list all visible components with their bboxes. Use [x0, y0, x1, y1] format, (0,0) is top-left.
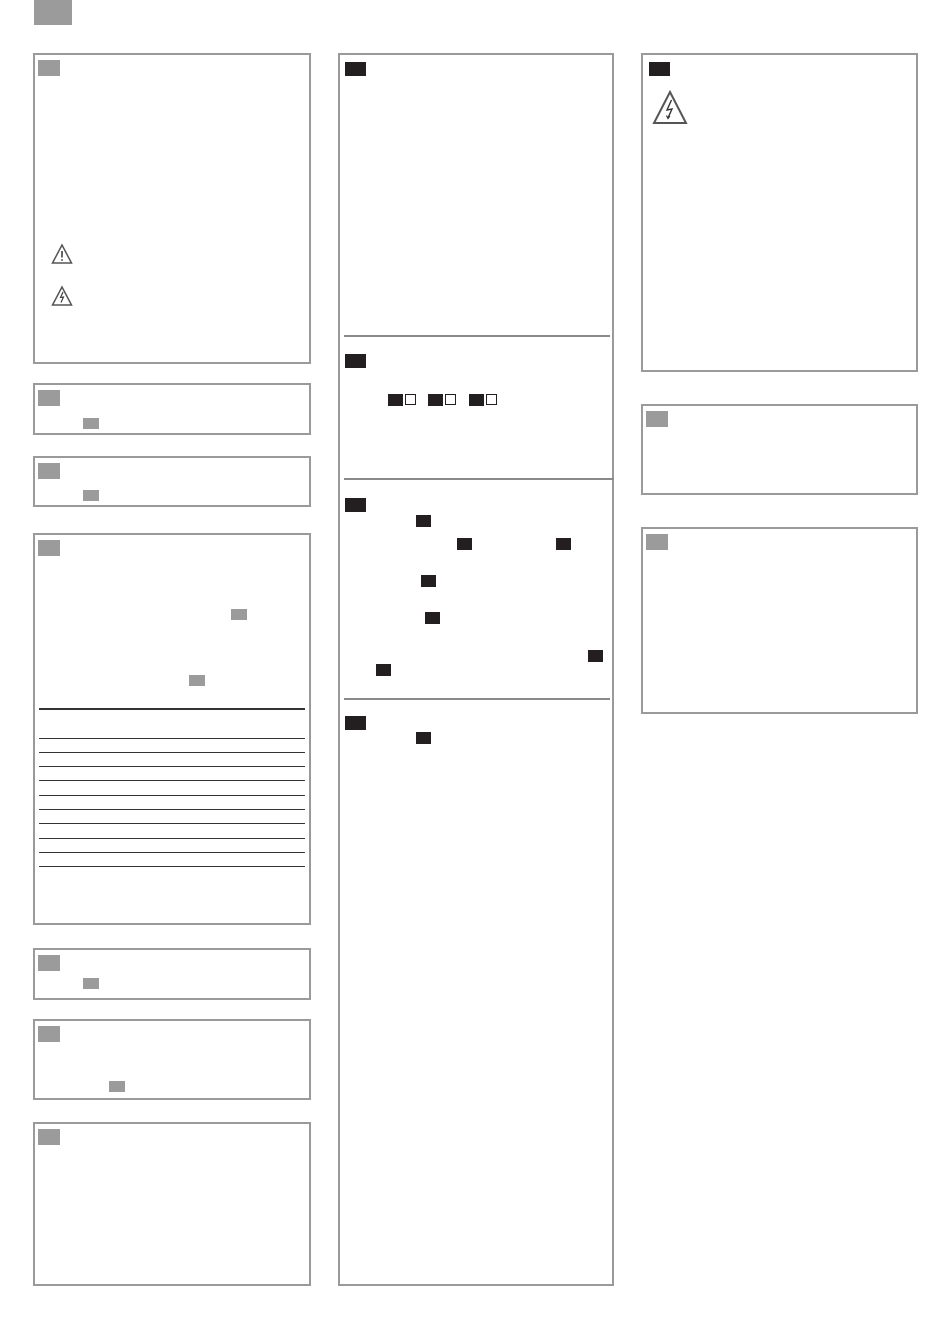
section-tag: [38, 1129, 60, 1145]
figure-box: [445, 394, 456, 405]
reference-tag: [457, 538, 472, 550]
reference-tag: [421, 575, 436, 587]
section-tag: [38, 955, 60, 971]
section-box-3: [33, 456, 311, 507]
page-language-tag: [34, 0, 72, 25]
section-box-2: [33, 383, 311, 435]
table-rule: [39, 809, 305, 810]
section-box-5: [33, 948, 311, 1000]
table-rule: [39, 838, 305, 839]
section-tag: [345, 62, 366, 76]
section-tag: [646, 411, 668, 427]
section-tag: [646, 534, 668, 550]
reference-tag: [588, 650, 603, 662]
section-installation-box: [338, 53, 614, 1286]
section-tag: [345, 716, 366, 730]
table-rule: [39, 708, 305, 710]
section-divider: [344, 478, 614, 480]
reference-tag: [231, 609, 247, 620]
spec-table: [39, 708, 305, 870]
figure-tag: [469, 394, 484, 406]
table-rule: [39, 766, 305, 767]
reference-tag: [83, 490, 99, 501]
section-technical-data-box: [33, 533, 311, 925]
table-rule: [39, 738, 305, 739]
table-rule: [39, 752, 305, 753]
table-rule: [39, 852, 305, 853]
section-safety-box: [33, 53, 311, 364]
section-divider: [344, 335, 610, 337]
reference-tag: [109, 1081, 125, 1092]
section-tag: [38, 540, 60, 556]
section-tag: [345, 354, 366, 368]
section-electrical-box: [641, 53, 918, 372]
section-tag: [38, 390, 60, 406]
section-box-r2: [641, 404, 918, 495]
reference-tag: [425, 612, 440, 624]
table-rule: [39, 823, 305, 824]
figure-tag: [428, 394, 443, 406]
reference-tag: [416, 732, 431, 744]
electric-hazard-icon: [652, 90, 688, 126]
section-tag: [38, 1026, 60, 1042]
figure-reference-row: [388, 393, 508, 407]
section-box-r3: [641, 527, 918, 714]
table-rule: [39, 866, 305, 867]
reference-tag: [376, 664, 391, 676]
electric-hazard-icon: [51, 285, 73, 307]
section-box-6: [33, 1019, 311, 1100]
table-rule: [39, 780, 305, 781]
section-tag: [345, 498, 366, 512]
figure-box: [405, 394, 416, 405]
section-tag: [38, 60, 60, 76]
reference-tag: [83, 418, 99, 429]
section-tag: [649, 62, 670, 76]
reference-tag: [416, 515, 431, 527]
reference-tag: [556, 538, 571, 550]
reference-tag: [83, 978, 99, 989]
section-box-7: [33, 1122, 311, 1286]
reference-tag: [189, 675, 205, 686]
warning-triangle-icon: [51, 243, 73, 265]
section-divider: [344, 698, 610, 700]
section-tag: [38, 463, 60, 479]
table-rule: [39, 795, 305, 796]
figure-tag: [388, 394, 403, 406]
figure-box: [486, 394, 497, 405]
